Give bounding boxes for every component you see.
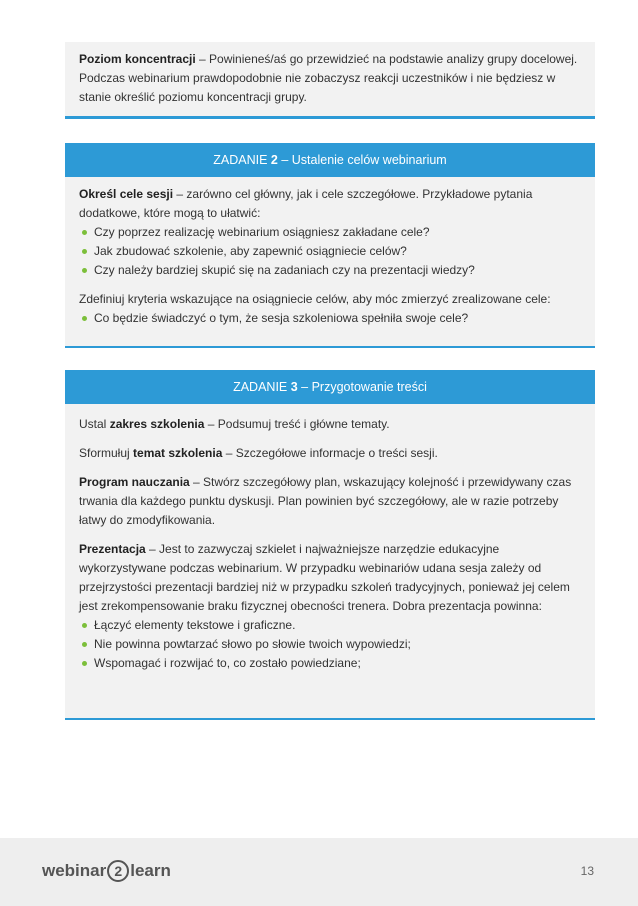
bullet-dot-icon	[82, 316, 87, 321]
logo-circle-icon: 2	[107, 860, 129, 882]
bullet-dot-icon	[82, 268, 87, 273]
list-item: Nie powinna powtarzać słowo po słowie twoich wypowiedzi;	[79, 635, 581, 654]
task2-box	[65, 143, 595, 348]
list-item: Łączyć elementy tekstowe i graficzne.	[79, 616, 581, 635]
task2-question-list	[79, 223, 581, 280]
bullet-dot-icon	[82, 230, 87, 235]
task3-curriculum-paragraph: Program nauczania – Stwórz szczegółowy plan, wskazujący kolejność i przewidywany czas trwania dla każdego punktu dyskusji. Plan powinien być szczegółowy, ale w razie potrzeby łatwy do zmodyfikowania.	[79, 475, 572, 527]
task3-box	[65, 370, 595, 720]
task3-topic-paragraph: Sformułuj temat szkolenia – Szczegółowe informacje o treści sesji.	[79, 446, 438, 460]
list-item: Czy poprzez realizację webinarium osiągniesz zakładane cele?	[79, 223, 581, 242]
task2-criteria-list	[79, 309, 581, 328]
task3-presentation-list	[79, 616, 581, 673]
page-number: 13	[580, 864, 594, 878]
webinar2learn-logo: webinar 2 learn	[42, 861, 171, 880]
task2-header: ZADANIE 2 – Ustalenie celów webinarium	[65, 143, 595, 177]
task2-goals-paragraph: Określ cele sesji – zarówno cel główny, jak i cele szczegółowe. Przykładowe pytania dodatkowe, które mogą to ułatwić:	[79, 187, 533, 220]
list-item: Co będzie świadczyć o tym, że sesja szkoleniowa spełniła swoje cele?	[79, 309, 581, 328]
task3-presentation-paragraph: Prezentacja – Jest to zazwyczaj szkielet i najważniejsze narzędzie edukacyjne wykorzystywane podczas webinarium. W przypadku webinariów udana sesja zależy od przejrzystości prezentacji bardziej niż w przypadku szkoleń tradycyjnych, ponieważ jej celem jest zrekompensowanie braku fizycznej obecności trenera. Dobra prezentacja powinna:	[79, 542, 570, 613]
task2-criteria-paragraph: Zdefiniuj kryteria wskazujące na osiągniecie celów, aby móc zmierzyć zrealizowane cele:	[79, 292, 551, 306]
bullet-dot-icon	[82, 642, 87, 647]
list-item: Czy należy bardziej skupić się na zadaniach czy na prezentacji wiedzy?	[79, 261, 581, 280]
concentration-box	[65, 42, 595, 119]
bullet-dot-icon	[82, 661, 87, 666]
concentration-text: – Powinieneś/aś go przewidzieć na podstawie analizy grupy docelowej. Podczas webinarium prawdopodobnie nie zobaczysz reakcji uczestników i nie będziesz w stanie określić poziomu koncentracji grupy.	[79, 52, 578, 104]
task3-scope-paragraph: Ustal zakres szkolenia – Podsumuj treść i główne tematy.	[79, 417, 390, 431]
bullet-dot-icon	[82, 623, 87, 628]
bullet-dot-icon	[82, 249, 87, 254]
list-item: Wspomagać i rozwijać to, co zostało powiedziane;	[79, 654, 581, 673]
list-item: Jak zbudować szkolenie, aby zapewnić osiągniecie celów?	[79, 242, 581, 261]
concentration-paragraph	[79, 50, 581, 107]
task3-header: ZADANIE 3 – Przygotowanie treści	[65, 370, 595, 404]
page-footer	[0, 838, 638, 906]
concentration-term: Poziom koncentracji	[79, 52, 196, 66]
